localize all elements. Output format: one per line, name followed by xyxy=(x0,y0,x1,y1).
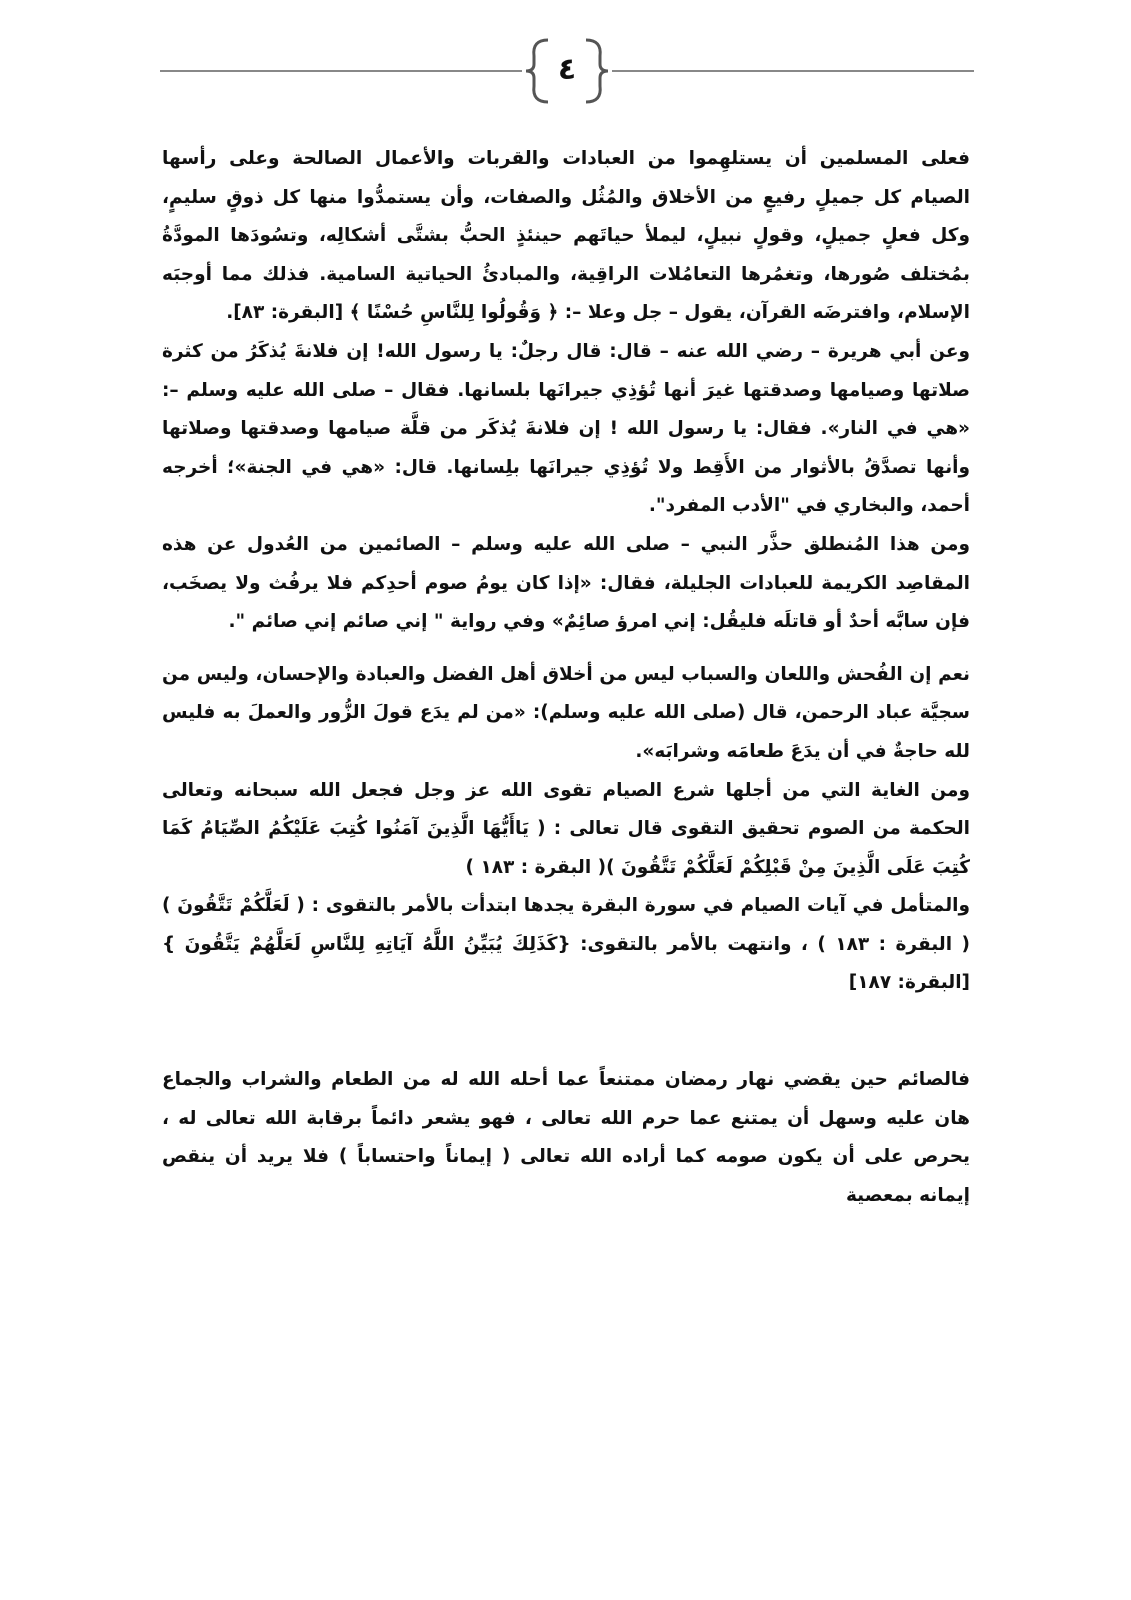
paragraph-taqwa-verses: والمتأمل في آيات الصيام في سورة البقرة يجدها ابتدأت بالأمر بالتقوى : ( لَعَلَّكُمْ تَتَّقُونَ ) ( البقرة : ١٨٣ ) ، وانتهت بالأمر بالتقوى: {كَذَلِكَ يُبَيِّنُ اللَّهُ آيَاتِهِ لِلنَّاسِ لَعَلَّهُمْ يَتَّقُونَ } [البقرة: ١٨٧] xyxy=(162,895,971,994)
page-number: ٤ xyxy=(557,52,577,87)
paragraph-false-speech: نعم إن الفُحش واللعان والسباب ليس من أخلاق أهل الفضل والعبادة والإحسان، وليس من سجيَّة عباد الرحمن، قال (صلى الله عليه وسلم): «من لم يدَع قولَ الزُّور والعملَ به فليس لله حاجةٌ في أن يدَعَ طعامَه وشرابَه». xyxy=(162,663,970,762)
header-rule-left xyxy=(160,70,522,72)
paragraph-intro: فعلى المسلمين أن يستلهِموا من العبادات والقربات والأعمال الصالحة وعلى رأسها الصيام كل جميلٍ رفيعٍ من الأخلاق والمُثُل والصفات، وأن يستمدُّوا منها كل ذوقٍ سليمٍ، وكل فعلٍ جميلٍ، وقولٍ نبيلٍ، ليملأ حياتَهم حينئذٍ الحبُّ بشتَّى أشكالِه، وتسُودَها المودَّةُ بمُختلف صُورها، وتغمُرها التعامُلات الراقِية، والمبادئُ الحياتية السامية. فذلك مما أوجبَه الإسلام، وافترضَه القرآن، يقول – جل وعلا –: ﴿ وَقُولُوا لِلنَّاسِ حُسْنًا ﴾ [البقرة: ٨٣]. xyxy=(162,148,970,324)
paragraph-fasting-person: فالصائم حين يقضي نهار رمضان ممتنعاً عما أحله الله له من الطعام والشراب والجماع هان عليه وسهل أن يمتنع عما حرم الله تعالى ، فهو يشعر دائماً برقابة الله تعالى له ، يحرص على أن يكون صومه كما أراده الله تعالى ( إيماناً واحتساباً ) فلا يريد أن ينقص إيمانه بمعصية xyxy=(162,1069,970,1206)
paragraph-taqwa-goal: ومن الغاية التي من أجلها شرع الصيام تقوى الله عز وجل فجعل الله سبحانه وتعالى الحكمة من الصوم تحقيق التقوى قال تعالى : ( يَاأَيُّهَا الَّذِينَ آمَنُوا كُتِبَ عَلَيْكُمُ الصِّيَامُ كَمَا كُتِبَ عَلَى الَّذِينَ مِنْ قَبْلِكُمْ لَعَلَّكُمْ تَتَّقُونَ )( البقرة : ١٨٣ ) xyxy=(162,779,970,878)
page-header xyxy=(160,36,974,106)
page-number-bracket xyxy=(522,36,612,106)
paragraph-hadith-neighbors: وعن أبي هريرة – رضي الله عنه – قال: قال رجلٌ: يا رسول الله! إن فلانةَ يُذكَرُ من كثرة صلاتها وصيامها وصدقتها غيرَ أنها تُؤذِي جيرانَها بلسانها. فقال – صلى الله عليه وسلم –: «هي في النار». فقال: يا رسول الله ! إن فلانةَ يُذكَر من قلَّة صيامها وصدقتها وصلاتها وأنها تصدَّقُ بالأثوار من الأَقِط ولا تُؤذِي جيرانَها بلِسانها. قال: «هي في الجنة»؛ أخرجه أحمد، والبخاري في "الأدب المفرد". xyxy=(162,340,970,517)
page-body xyxy=(162,140,970,1215)
header-rule-right xyxy=(612,70,974,72)
paragraph-fasting-conduct: ومن هذا المُنطلق حذَّر النبي – صلى الله عليه وسلم – الصائمين من العُدول عن هذه المقاصِد الكريمة للعبادات الجليلة، فقال: «إذا كان يومُ صوم أحدِكم فلا يرفُث ولا يصخَب، فإن سابَّه أحدٌ أو قاتلَه فليقُل: إني امرؤ صائِمٌ» وفي رواية " إني صائم إني صائم ". xyxy=(162,533,970,633)
